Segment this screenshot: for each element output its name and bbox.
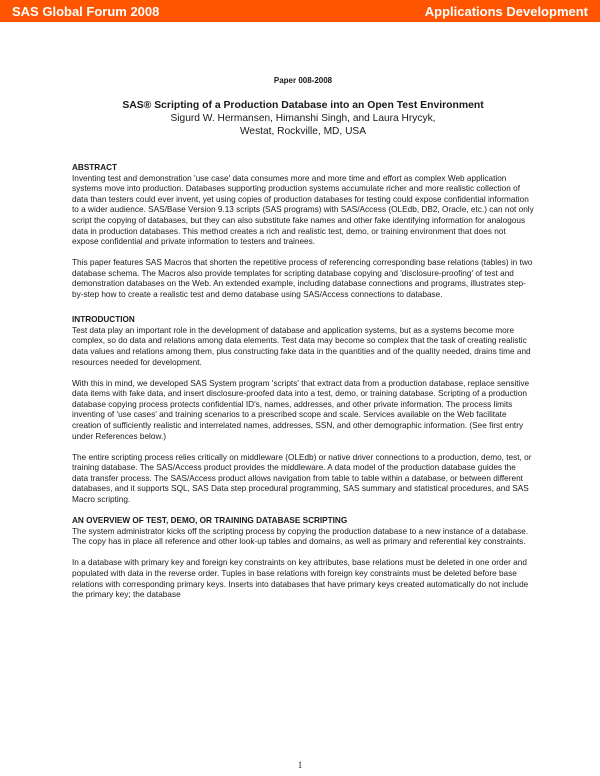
abstract-paragraph: Inventing test and demonstration 'use case' data consumes more and more time and effort as complex Web application systems move into production. Databases supporting production systems accumulate richer and more realistic collection of data than testers could ever invent, yet using copies of production databases for testing could expose confidential information to a wider audience. SAS/Base Version 9.13 scripts (SAS programs) with SAS/Access (OLEdb, DB2, Oracle, etc.) can not only script the copying of databases, but they can also substitute fake names and other fake identifying information for analogous data in production databases. This method creates a rich and realistic test, demo, or training environment that does not expose confidential and private information to testers and trainees. [72, 173, 534, 247]
conference-header-bar [0, 0, 600, 22]
introduction-paragraph: The entire scripting process relies critically on middleware (OLEdb) or native driver connections to a production, demo, test, or training database. The SAS/Access product provides the middleware. A data model of the production database guides the data transfer process. The SAS/Access product allows navigation from table to table within a database, or between different databases, and it supports SQL, SAS Data step procedural programming, SAS summary and statistical procedures, and SAS Macro scripting. [72, 452, 532, 505]
paper-title: SAS® Scripting of a Production Database into an Open Test Environment [122, 100, 484, 111]
paper-affiliation: Westat, Rockville, MD, USA [239, 126, 367, 137]
overview-paragraph: In a database with primary key and foreign key constraints on key attributes, base relations must be deleted in one order and populated with data in the reverse order. Tuples in base relations with foreign key constraints must be deleted before base relations with corresponding primary keys. Inserts into databases that have primary keys created automatically do not include the primary key; the database [72, 558, 529, 600]
page-number: 1 [297, 760, 303, 770]
paper-authors: Sigurd W. Hermansen, Himanshi Singh, and Laura Hrycyk, [170, 113, 436, 124]
conference-name: SAS Global Forum 2008 [12, 3, 160, 19]
track-name: Applications Development [424, 3, 588, 19]
paper-number: Paper 008-2008 [273, 76, 333, 85]
introduction-heading: INTRODUCTION [72, 315, 135, 325]
introduction-paragraph: With this in mind, we developed SAS System program 'scripts' that extract data from a production database, replace sensitive data items with fake data, and insert disclosure-proofed data into a test, demo, or training database. Scripting of a production database copying process protects confidential ID's, names, addresses, and other private information. The process limits inventing of 'use cases' and training scenarios to a prescribed scope and scale. Services available on the Web facilitate creation of sufficiently realistic and interrelated names, addresses, SSN, and other demographic information. (See first entry under References below.) [72, 378, 530, 441]
overview-paragraph: The system administrator kicks off the scripting process by copying the production database to a new instance of a database. The copy has in place all reference and other look-up tables and domains, as well as primary and referential key constraints. [72, 526, 529, 547]
abstract-paragraph: This paper features SAS Macros that shorten the repetitive process of referencing corresponding base relations (tables) in two database schema. The Macros also provide templates for scripting database copying and 'disclosure-proofing' of test and demonstration databases on the Web. An extended example, including database connections and programs, illustrates step-by-step how to create a realistic test and demo database using SAS/Access connections to database. [72, 258, 533, 300]
abstract-heading: ABSTRACT [72, 163, 118, 172]
paper-body [72, 76, 534, 611]
overview-heading: AN OVERVIEW OF TEST, DEMO, OR TRAINING DATABASE SCRIPTING [72, 516, 348, 526]
introduction-paragraph: Test data play an important role in the development of database and application systems, but as a systems become more complex, so do data and relations among data elements. Test data may become so complex that the task of creating realistic data values and relations among them, plus constructing fake data in the quantities and of the quality needed, drains time and resources needed for development. [72, 325, 531, 367]
